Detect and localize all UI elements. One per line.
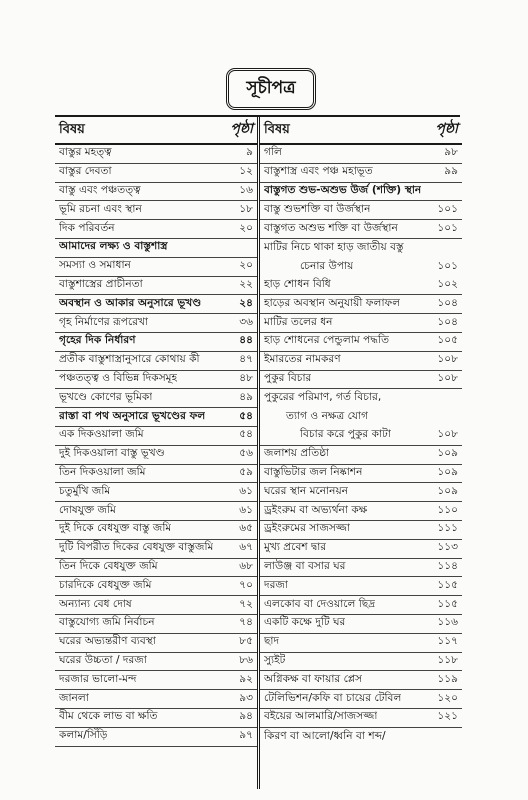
entry-page: ৯৮: [444, 146, 458, 159]
entry-title: পঞ্চতত্ত্ব ও বিভিন্ন দিকসমূহ: [59, 371, 178, 384]
entry-page: ১০৯: [437, 447, 458, 460]
toc-left-rows: [55, 145, 257, 747]
subject-header: বিষয়: [264, 122, 290, 137]
entry-page: ১২: [239, 165, 253, 178]
toc-right-rows: [260, 145, 462, 747]
entry-title: কলাম/সিঁড়ি: [59, 729, 108, 742]
toc-entry: [55, 596, 257, 615]
entry-title: চারদিকে বেধযুক্ত জমি: [59, 578, 152, 591]
toc-entry: [55, 427, 257, 446]
entry-page: ১১৩: [437, 541, 458, 554]
toc-entry: [260, 314, 462, 333]
toc-entry: [260, 690, 462, 709]
entry-page: ১০৫: [437, 334, 458, 347]
toc-entry: [55, 408, 257, 427]
toc-entry: [55, 483, 257, 502]
toc-entry: [55, 183, 257, 202]
entry-page: ৬১: [239, 503, 253, 516]
toc-right-header: [260, 117, 462, 145]
entry-page: ৬১: [239, 484, 253, 497]
entry-title: গৃহ নির্মাণের রূপরেখা: [59, 315, 149, 328]
entry-page: ৮৫: [239, 635, 253, 648]
entry-title: বিচার করে পুকুর কাটা: [300, 428, 391, 441]
toc-entry: [260, 277, 462, 296]
entry-title: দোষযুক্ত জমি: [59, 503, 116, 516]
entry-page: ৭৪: [239, 616, 253, 629]
toc-entry: [260, 483, 462, 502]
entry-title: স্যুইট: [264, 653, 286, 666]
toc-entry: [260, 408, 462, 427]
toc-entry: [260, 671, 462, 690]
entry-title: টেলিভিশন/কফি বা চায়ের টেবিল: [264, 691, 402, 704]
entry-title: তিন দিকওয়ালা জমি: [59, 465, 146, 478]
toc-entry: [260, 709, 462, 728]
toc-entry: [55, 521, 257, 540]
entry-page: ১০৯: [437, 465, 458, 478]
entry-title: এক দিকওয়ালা জমি: [59, 428, 144, 441]
entry-title: বাস্তুগত অশুভ শক্তি বা উর্জস্থান: [264, 221, 398, 234]
entry-page: ৮৬: [239, 653, 253, 666]
entry-page: ৫৪: [239, 409, 253, 422]
entry-page: ৫৪: [239, 428, 253, 441]
entry-page: ৪৯: [239, 390, 253, 403]
entry-page: ৫৯: [239, 465, 253, 478]
toc-entry: [55, 314, 257, 333]
entry-title: মাটির নিচে থাকা হাড় জাতীয় বস্তু: [264, 240, 404, 253]
toc-entry: [55, 671, 257, 690]
toc-entry: [260, 596, 462, 615]
entry-title: রাস্তা বা পথ অনুসারে ভূখণ্ডের ফল: [59, 409, 206, 422]
entry-title: চতুর্মুখি জমি: [59, 484, 111, 497]
toc-entry: [55, 164, 257, 183]
entry-page: ১১৫: [437, 578, 458, 591]
entry-page: ১১৬: [437, 616, 458, 629]
entry-title: জলাশয় প্রতিষ্ঠা: [264, 447, 330, 460]
entry-page: ১১১: [437, 522, 458, 535]
toc-right-column: [260, 117, 462, 789]
entry-page: ১২০: [437, 691, 458, 704]
entry-title: বাস্তুযোগ্য জমি নির্বাচন: [59, 616, 155, 629]
toc-entry: [260, 389, 462, 408]
entry-page: ৯২: [239, 672, 253, 685]
toc-entry: [55, 295, 257, 314]
entry-title: হাড় শোধনের পেন্ডুলাম পদ্ধতি: [264, 334, 390, 347]
toc-entry: [55, 615, 257, 634]
toc-entry: [260, 201, 462, 220]
toc-entry: [55, 502, 257, 521]
entry-title: দুই দিকওয়ালা বাস্তু ভূখণ্ড: [59, 447, 165, 460]
entry-page: ১০৯: [437, 484, 458, 497]
entry-title: বাস্তুভিটার জল নিষ্কাশন: [264, 465, 363, 478]
toc-entry: [260, 465, 462, 484]
toc-entry: [55, 220, 257, 239]
subject-header: বিষয়: [59, 122, 85, 137]
toc-entry: [55, 465, 257, 484]
entry-page: ১০১: [437, 221, 458, 234]
entry-page: ৩৬: [239, 315, 253, 328]
toc-entry: [260, 145, 462, 164]
toc-entry: [55, 258, 257, 277]
entry-page: ১১৯: [437, 672, 458, 685]
toc-entry: [55, 540, 257, 559]
entry-title: দরজার ভালো-মন্দ: [59, 672, 137, 685]
entry-page: ৬৮: [239, 559, 253, 572]
entry-page: ৬৭: [239, 541, 253, 554]
entry-title: বাস্তুগত শুভ-অশুভ উর্জ (শক্তি) স্থান: [264, 183, 422, 196]
entry-title: ছাদ: [264, 635, 280, 648]
toc-entry: [260, 239, 462, 258]
entry-page: ১০৮: [437, 353, 458, 366]
entry-title: পুকুর বিচার: [264, 371, 312, 384]
page-header: পৃষ্ঠা: [435, 121, 458, 137]
toc-entry: [55, 352, 257, 371]
entry-title: জানলা: [59, 691, 89, 704]
toc-entry: [55, 389, 257, 408]
toc-entry: [260, 371, 462, 390]
entry-title: লাউঞ্জ বা বসার ঘর: [264, 559, 346, 572]
toc-entry: [55, 709, 257, 728]
entry-page: ২০: [239, 221, 253, 234]
entry-title: হাড় শোধন বিধি: [264, 277, 331, 290]
toc-entry: [260, 728, 462, 747]
toc-entry: [260, 352, 462, 371]
entry-page: ২৪: [239, 296, 253, 309]
entry-page: ১০১: [437, 202, 458, 215]
entry-title: ভূখণ্ডে কোণের ভূমিকা: [59, 390, 153, 403]
entry-title: ভূমি রচনা এবং স্থান: [59, 202, 142, 215]
entry-page: ১০৪: [437, 296, 458, 309]
entry-title: দরজা: [264, 578, 288, 591]
toc-entry: [260, 220, 462, 239]
toc-entry: [260, 634, 462, 653]
toc-entry: [260, 427, 462, 446]
toc-entry: [260, 183, 462, 202]
entry-page: ১১৫: [437, 597, 458, 610]
toc-entry: [260, 446, 462, 465]
entry-title: গলি: [264, 146, 282, 159]
entry-page: ১৮: [239, 202, 253, 215]
toc-entry: [260, 333, 462, 352]
entry-page: ১০২: [437, 277, 458, 290]
entry-page: ১০৮: [437, 428, 458, 441]
entry-page: ১০১: [437, 259, 458, 272]
toc-entry: [55, 201, 257, 220]
entry-page: ৪৮: [239, 371, 253, 384]
entry-page: ১১৭: [437, 635, 458, 648]
entry-page: ৫৬: [239, 447, 253, 460]
entry-title: ড্রইংরুম বা অভ্যর্থনা কক্ষ: [264, 503, 368, 516]
toc-entry: [55, 277, 257, 296]
toc-entry: [260, 502, 462, 521]
entry-title: মাটির তলের ধন: [264, 315, 333, 328]
entry-title: দুই দিকে বেধযুক্ত বাস্তু জমি: [59, 522, 172, 535]
entry-page: ৯৯: [444, 165, 458, 178]
toc-entry: [55, 577, 257, 596]
entry-title: অন্যান্য বেধ দোষ: [59, 597, 132, 610]
toc-entry: [55, 634, 257, 653]
toc-entry: [260, 258, 462, 277]
toc-entry: [260, 653, 462, 672]
entry-title: ড্রইংরুমের সাজসজ্জা: [264, 522, 351, 535]
toc-entry: [260, 521, 462, 540]
entry-title: এলকোব বা দেওয়ালে ছিদ্র: [264, 597, 376, 610]
entry-title: ইমারতের নামকরণ: [264, 353, 341, 366]
entry-page: ৪৭: [239, 353, 253, 366]
entry-title: তিন দিকে বেধযুক্ত জমি: [59, 559, 158, 572]
toc-table: [55, 115, 460, 789]
entry-page: ৬৫: [239, 522, 253, 535]
entry-title: অগ্নিকক্ষ বা ফায়ার প্লেস: [264, 672, 363, 685]
entry-page: ৭০: [239, 578, 253, 591]
entry-page: ১২১: [437, 710, 458, 723]
toc-entry: [55, 653, 257, 672]
entry-page: ৯৪: [239, 710, 253, 723]
toc-entry: [260, 540, 462, 559]
entry-title: ঘরের অভ্যন্তরীণ ব্যবস্থা: [59, 635, 156, 648]
entry-page: ৭২: [239, 597, 253, 610]
entry-page: ১১৪: [437, 559, 458, 572]
toc-entry: [55, 559, 257, 578]
toc-entry: [260, 577, 462, 596]
entry-title: বাস্তু শুভশক্তি বা উর্জস্থান: [264, 202, 371, 215]
entry-title: ঘরের উচ্চতা / দরজা: [59, 653, 147, 666]
toc-entry: [55, 371, 257, 390]
entry-page: ২২: [239, 277, 253, 290]
entry-title: বীম থেকে লাভ বা ক্ষতি: [59, 710, 158, 723]
entry-title: বাস্তুর দেবতা: [59, 165, 112, 178]
entry-title: বাস্তুশাস্ত্র এবং পঞ্চ মহাভূত: [264, 165, 373, 178]
entry-title: চেনার উপায়: [300, 259, 354, 272]
entry-title: মুখ্য প্রবেশ দ্বার: [264, 541, 327, 554]
entry-title: বাস্তু এবং পঞ্চতত্ত্ব: [59, 183, 141, 196]
entry-page: ১১০: [437, 503, 458, 516]
entry-page: ৯: [246, 146, 253, 159]
toc-left-column: [55, 117, 257, 789]
page-header: পৃষ্ঠা: [230, 121, 253, 137]
entry-title: আমাদের লক্ষ্য ও বাস্তুশাস্ত্র: [59, 240, 168, 253]
toc-entry: [260, 615, 462, 634]
entry-title: হাড়ের অবস্থান অনুযায়ী ফলাফল: [264, 296, 401, 309]
entry-page: ৯৩: [239, 691, 253, 704]
entry-title: ত্যাগ ও নক্ষত্র যোগ: [286, 410, 369, 423]
entry-title: দুটি বিপরীত দিকের বেধযুক্ত বাস্তুজমি: [59, 541, 214, 554]
toc-entry: [55, 145, 257, 164]
entry-page: ২০: [239, 259, 253, 272]
entry-title: দিক পরিবর্তন: [59, 221, 115, 234]
toc-left-header: [55, 117, 257, 145]
entry-title: কিরণ বা আলো/ধ্বনি বা শব্দ/: [264, 729, 386, 742]
entry-page: ৯৭: [239, 729, 253, 742]
toc-entry: [55, 728, 257, 747]
entry-title: গৃহের দিক নির্ধারণ: [59, 334, 136, 347]
toc-entry: [55, 239, 257, 258]
entry-title: প্রতীক বাস্তুশাস্ত্রানুসারে কোথায় কী: [59, 353, 200, 366]
entry-title: ঘরের স্থান মনোনয়ন: [264, 484, 349, 497]
entry-title: বাস্তুর মহত্ত্ব: [59, 146, 112, 159]
entry-title: পুকুরের পরিমাণ, গর্ত বিচার,: [264, 391, 382, 404]
toc-entry: [260, 164, 462, 183]
entry-page: ১০৮: [437, 371, 458, 384]
entry-page: ১৬: [239, 183, 253, 196]
toc-entry: [260, 295, 462, 314]
toc-entry: [55, 446, 257, 465]
entry-title: বইয়ের আলমারি/সাজসজ্জা: [264, 710, 378, 723]
entry-title: অবস্থান ও আকার অনুসারে ভূখণ্ড: [59, 296, 202, 309]
toc-entry: [260, 559, 462, 578]
toc-title: সূচীপত্র: [226, 68, 316, 110]
entry-page: ১০৪: [437, 315, 458, 328]
toc-entry: [55, 333, 257, 352]
entry-title: সমস্যা ও সমাধান: [59, 259, 131, 272]
toc-entry: [55, 690, 257, 709]
entry-page: ১১৮: [437, 653, 458, 666]
entry-page: ৪৪: [239, 334, 253, 347]
entry-title: বাস্তুশাস্ত্রের প্রাচীনতা: [59, 277, 143, 290]
entry-title: একটি কক্ষে দুটি ঘর: [264, 616, 346, 629]
